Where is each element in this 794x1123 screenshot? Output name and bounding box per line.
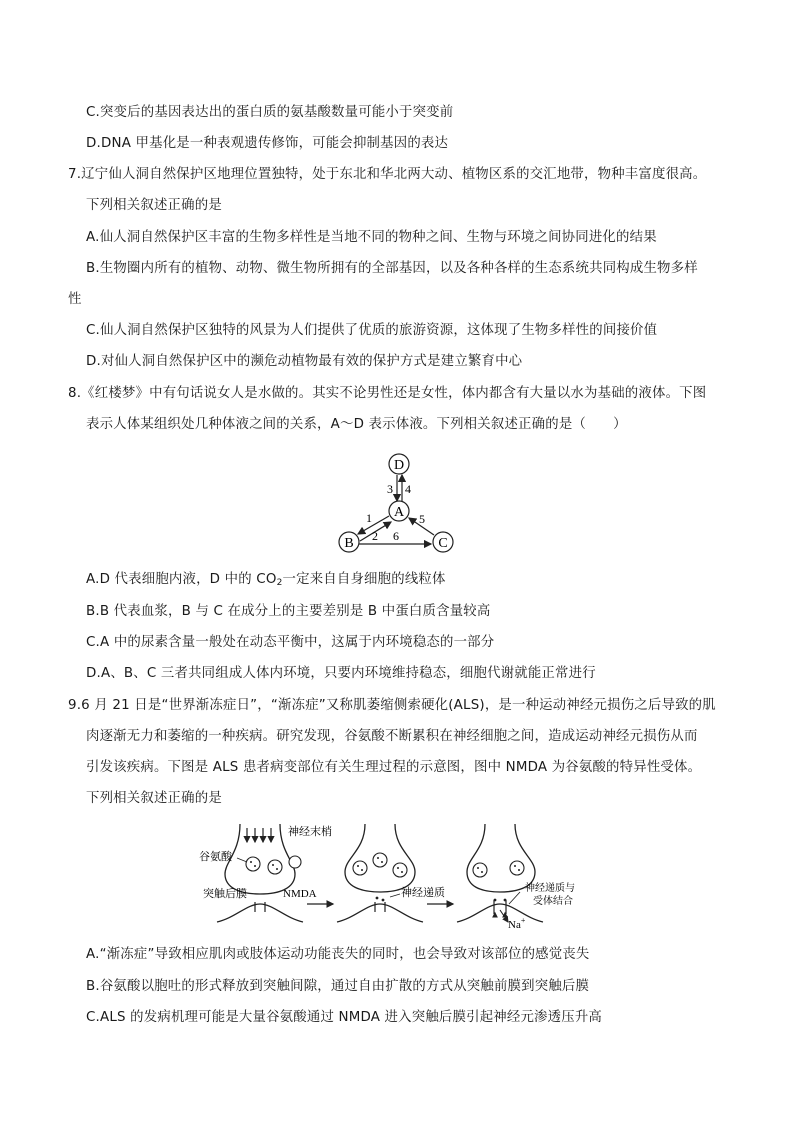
label-nerve-ending: 神经末梢 <box>288 825 332 838</box>
q9-option-c: C.ALS 的发病机理可能是大量谷氨酸通过 NMDA 进入突触后膜引起神经元渗透压升高 <box>86 1010 603 1025</box>
node-c <box>433 532 453 552</box>
q8-option-a: A.D 代表细胞内液，D 中的 $CO_2$一定来自自身细胞的线粒体 <box>86 572 446 588</box>
label-arrow-5: 5 <box>419 512 425 526</box>
node-d <box>389 454 409 474</box>
label-binding-line1: 神经递质与 <box>525 883 575 894</box>
q7-option-c: C.仙人洞自然保护区独特的风景为人们提供了优质的旅游资源，这体现了生物多样性的间接价值 <box>86 323 658 338</box>
label-sodium: Na+ <box>508 916 526 930</box>
presynaptic-terminal-1 <box>225 824 295 894</box>
label-arrow-2: 2 <box>372 529 378 543</box>
postsynaptic-membrane-2 <box>337 904 423 922</box>
q7-option-d: D.对仙人洞自然保护区中的濒危动植物最有效的保护方式是建立繁育中心 <box>86 354 523 369</box>
label-arrow-6: 6 <box>393 529 399 543</box>
node-b <box>339 532 359 552</box>
q7-stem-line1: 7.辽宁仙人洞自然保护区地理位置独特，处于东北和华北两大动、植物区系的交汇地带，物种丰富度很高。 <box>68 167 707 182</box>
presynaptic-terminal-3 <box>467 824 535 892</box>
q9-stem-line3: 引发该疾病。下图是 ALS 患者病变部位有关生理过程的示意图，图中 NMDA 为谷氨酸的特异性受体。 <box>86 760 702 775</box>
q9-option-a: A.“渐冻症”导致相应肌肉或肢体运动功能丧失的同时，也会导致对该部位的感觉丧失 <box>86 947 590 962</box>
q6-option-c: C.突变后的基因表达出的蛋白质的氨基酸数量可能小于突变前 <box>86 105 454 120</box>
nmda-receptor-3 <box>494 900 506 914</box>
q9-stem-line4: 下列相关叙述正确的是 <box>86 791 222 806</box>
q6-option-d: D.DNA 甲基化是一种表观遗传修饰，可能会抑制基因的表达 <box>86 136 449 151</box>
q9-stem-line2: 肉逐渐无力和萎缩的一种疾病。研究发现，谷氨酸不断累积在神经细胞之间，造成运动神经元损伤从而 <box>86 729 698 744</box>
label-arrow-1: 1 <box>366 511 372 525</box>
label-postsynaptic-membrane: 突触后膜 <box>203 887 247 900</box>
q7-option-b-line1: B.生物圈内所有的植物、动物、微生物所拥有的全部基因，以及各种各样的生态系统共同构成生物多样 <box>86 261 698 276</box>
q8-option-c: C.A 中的尿素含量一般处在动态平衡中，这属于内环境稳态的一部分 <box>86 635 495 650</box>
q8-stem-line2: 表示人体某组织处几种体液之间的关系，A～D 表示体液。下列相关叙述正确的是（ ） <box>86 417 627 432</box>
label-arrow-3: 3 <box>387 482 393 496</box>
q9-option-b: B.谷氨酸以胞吐的形式释放到突触间隙，通过自由扩散的方式从突触前膜到突触后膜 <box>86 979 590 994</box>
q7-stem-line2: 下列相关叙述正确的是 <box>86 198 222 213</box>
synapse-diagram <box>195 822 620 930</box>
label-nmda: NMDA <box>283 888 317 900</box>
node-a <box>389 501 409 521</box>
q8-option-d: D.A、B、C 三者共同组成人体内环境，只要内环境维持稳态，细胞代谢就能正常进行 <box>86 666 596 681</box>
postsynaptic-membrane-1 <box>217 904 303 922</box>
svg-text:A: A <box>393 505 405 520</box>
label-binding-line2: 受体结合 <box>533 896 573 907</box>
svg-text:C: C <box>438 536 448 551</box>
svg-text:D: D <box>393 458 405 473</box>
label-arrow-4: 4 <box>405 482 411 496</box>
body-fluid-diagram <box>330 448 465 558</box>
q9-stem-line1: 9.6 月 21 日是“世界渐冻症日”，“渐冻症”又称肌萎缩侧索硬化(ALS)，是一种运动神经元损伤之后导致的肌 <box>68 698 716 713</box>
q7-option-a: A.仙人洞自然保护区丰富的生物多样性是当地不同的物种之间、生物与环境之间协同进化的结果 <box>86 230 657 245</box>
postsynaptic-membrane-3 <box>457 904 543 922</box>
q8-stem-line1: 8.《红楼梦》中有句话说女人是水做的。其实不论男性还是女性，体内都含有大量以水为基础的液体。下图 <box>68 386 707 401</box>
q7-option-b-line2: 性 <box>68 292 82 307</box>
label-neurotransmitter: 神经递质 <box>401 886 445 899</box>
q8-option-b: B.B 代表血浆，B 与 C 在成分上的主要差别是 B 中蛋白质含量较高 <box>86 604 491 619</box>
label-glutamate: 谷氨酸 <box>199 850 232 863</box>
svg-text:B: B <box>344 536 354 551</box>
